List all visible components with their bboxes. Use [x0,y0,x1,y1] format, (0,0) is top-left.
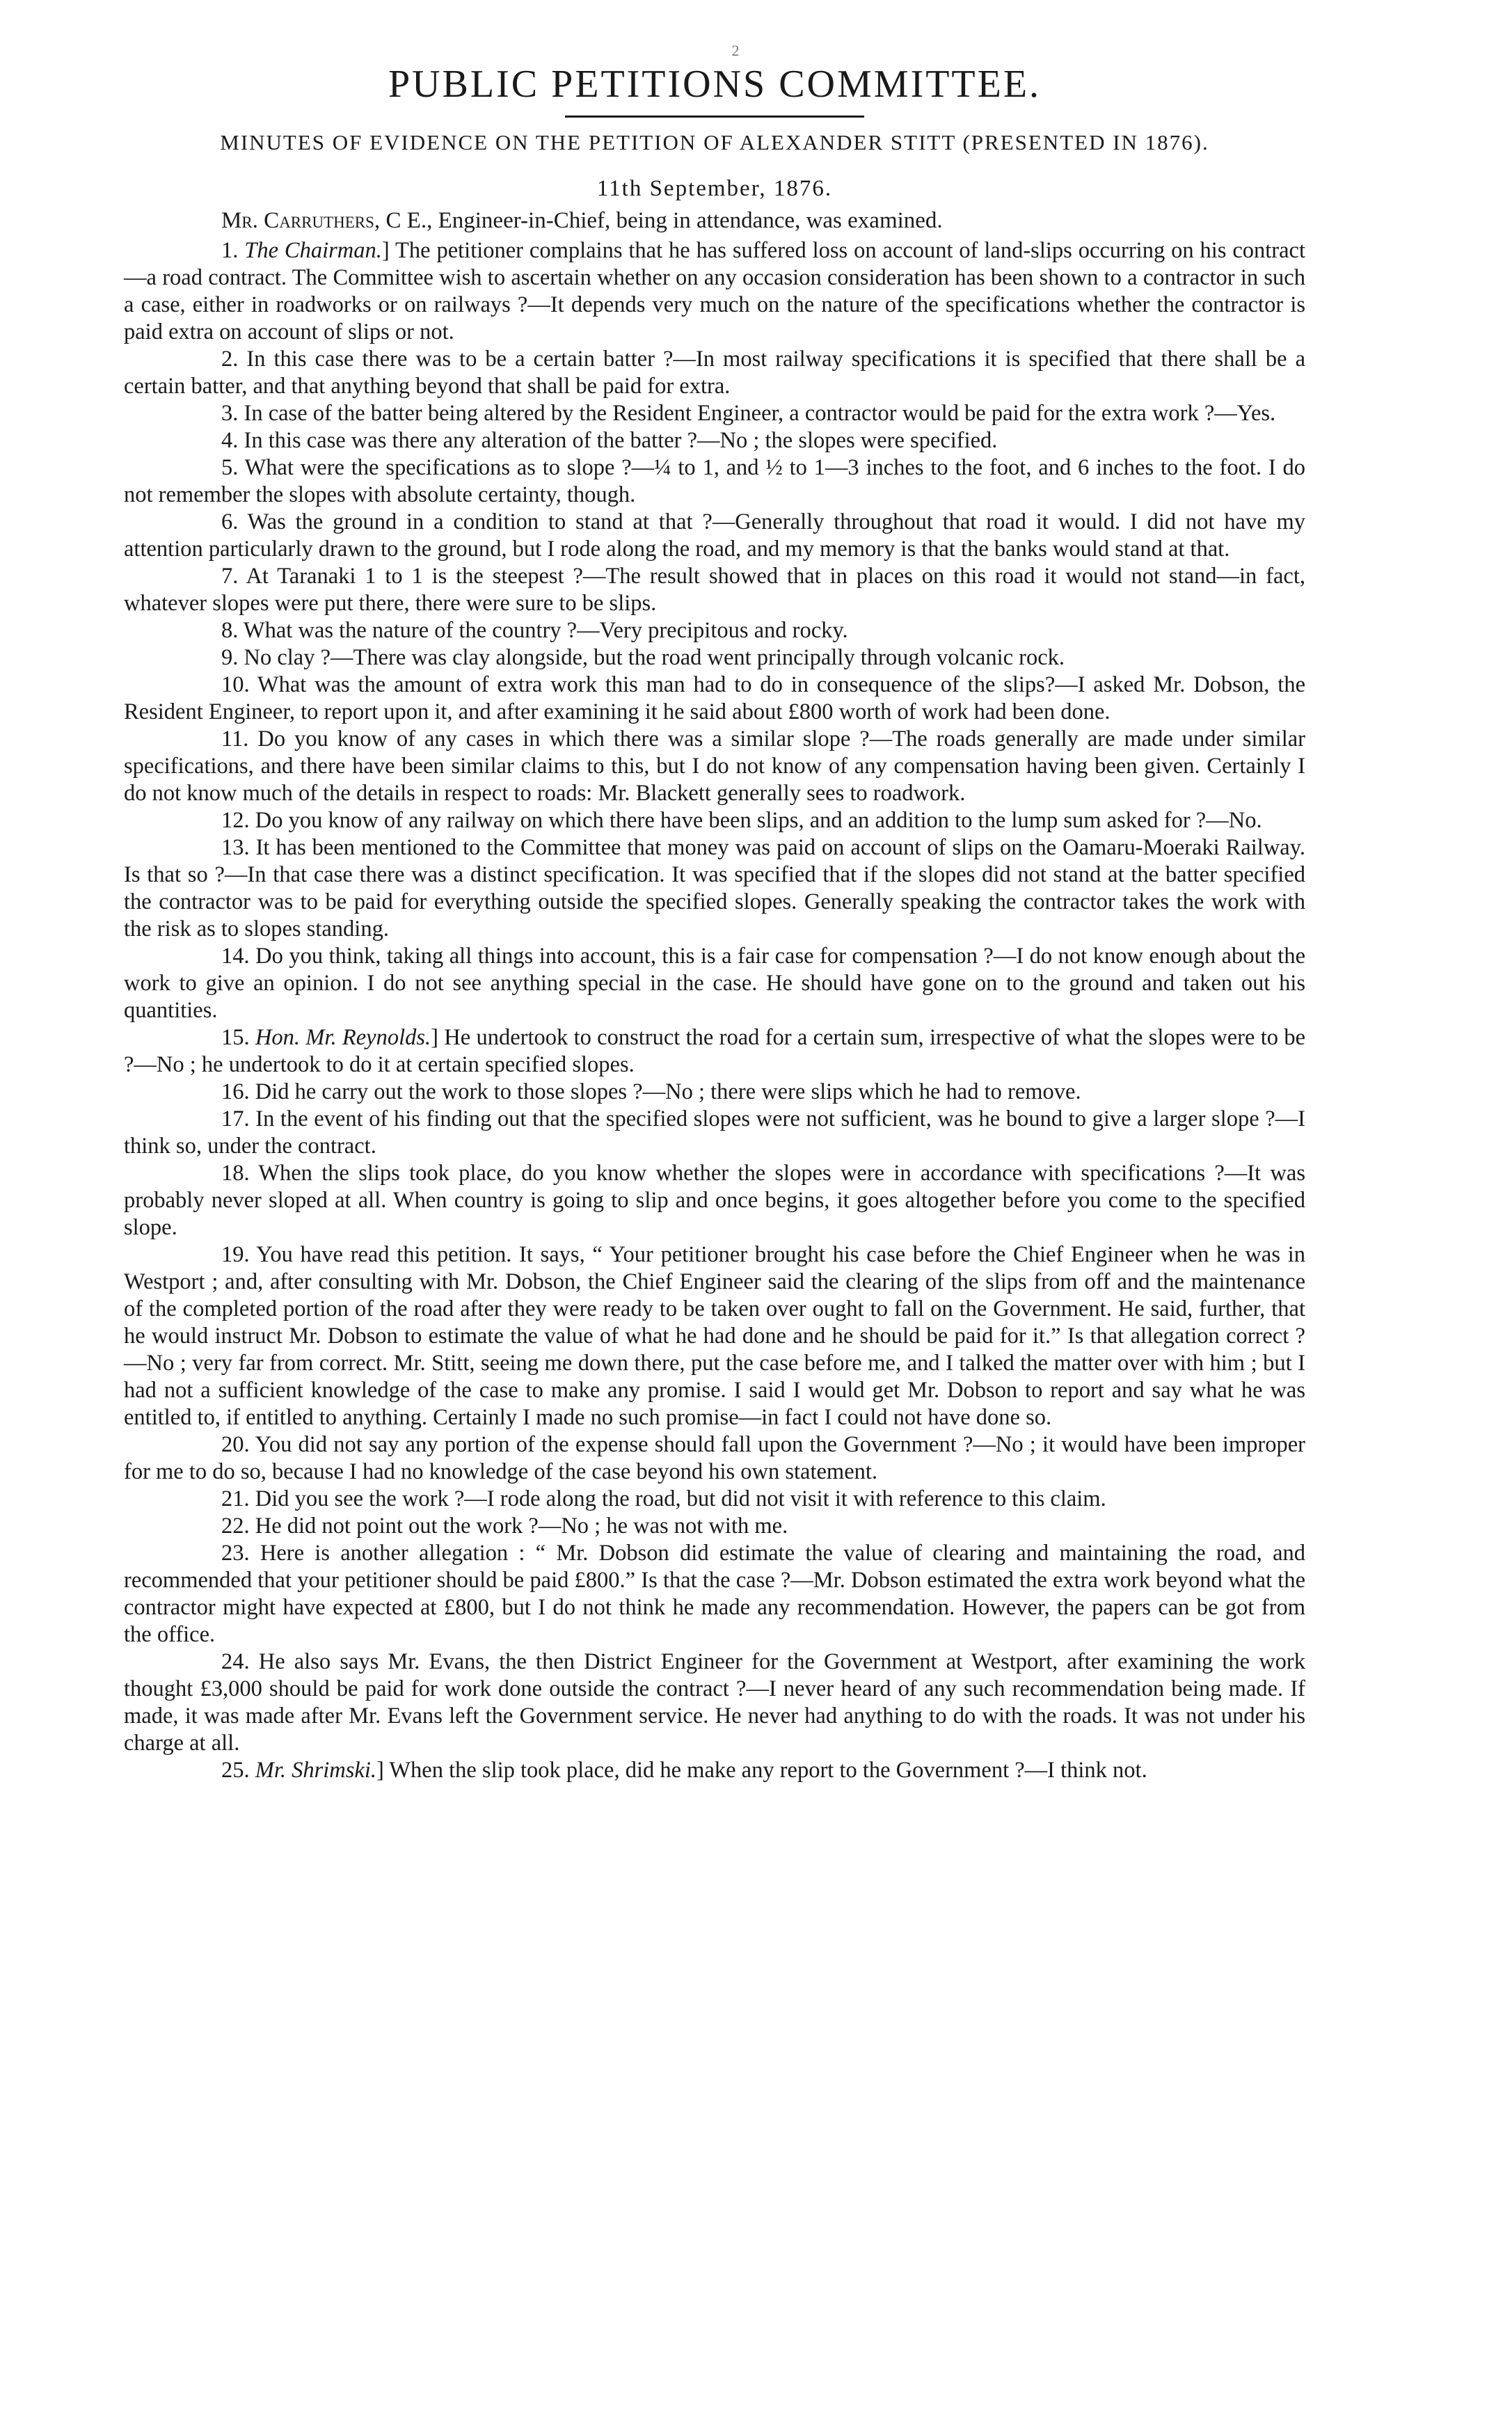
evidence-entry: 25. Mr. Shrimski.] When the slip took place, did he make any report to the Government ?—I think not. [221,1758,1147,1783]
evidence-entry: 21. Did you see the work ?—I rode along the road, but did not visit it with reference to this claim. [221,1486,1106,1511]
evidence-entries [124,237,1305,1784]
evidence-entry: 17. In the event of his finding out that the specified slopes were not sufficient, was he bound to give a larger slope ?—I think so, under the contract. [124,1106,1305,1159]
evidence-entry: 12. Do you know of any railway on which there have been slips, and an addition to the lump sum asked for ?—No. [221,808,1262,833]
page-number: 2 [731,42,740,59]
evidence-entry: 5. What were the specifications as to slope ?—¼ to 1, and ½ to 1—3 inches to the foot, and 6 inches to the foot. I do not remember the slopes with absolute certainty, though. [124,455,1305,507]
evidence-entry: 19. You have read this petition. It says, “ Your petitioner brought his case before the Chief Engineer when he was in Westport ; and, after consulting with Mr. Dobson, the Chief Engineer said the clearing of the slips from off and the maintenance of the completed portion of the road after they were ready to be taken over ought to fall on the Government. He said, further, that he would instruct Mr. Dobson to estimate the value of what he had done and he should be paid for it.” Is that allegation correct ?—No ; very far from correct. Mr. Stitt, seeing me down there, put the case before me, and I talked the matter over with him ; but I had not a sufficient knowledge of the case to make any promise. I said I would get Mr. Dobson to report and say what he was entitled to, if entitled to anything. Certainly I made no such promise—in fact I could not have done so. [124,1242,1305,1430]
evidence-entry: 24. He also says Mr. Evans, the then District Engineer for the Government at Westport, after examining the work thought £3,000 should be paid for work done outside the contract ?—I never heard of any such recommendation being made. If made, it was made after Mr. Evans left the Government service. He never had anything to do with the roads. It was not under his charge at all. [124,1649,1305,1756]
evidence-entry: 11. Do you know of any cases in which there was a similar slope ?—The roads generally are made under similar specifications, and there have been similar claims to this, but I do not know of any compensation having been given. Certainly I do not know much of the details in respect to roads: Mr. Blackett generally sees to roadwork. [124,726,1305,806]
evidence-entry: 22. He did not point out the work ?—No ; he was not with me. [221,1513,788,1539]
evidence-entry: 7. At Taranaki 1 to 1 is the steepest ?—The result showed that in places on this road it would not stand—in fact, whatever slopes were put there, there were sure to be slips. [124,564,1305,616]
title-rule [565,116,864,118]
evidence-entry: 15. Hon. Mr. Reynolds.] He undertook to construct the road for a certain sum, irrespective of what the slopes were to be ?—No ; he undertook to do it at certain specified slopes. [124,1025,1305,1077]
evidence-entry: 10. What was the amount of extra work this man had to do in consequence of the slips?—I asked Mr. Dobson, the Resident Engineer, to report upon it, and after examining it he said about £800 worth of work had been done. [124,672,1305,724]
evidence-entry: 1. The Chairman.] The petitioner complains that he has suffered loss on account of land-slips occurring on his contract—a road contract. The Committee wish to ascertain whether on any occasion consideration has been shown to a contractor in such a case, either in roadworks or on railways ?—It depends very much on the nature of the specifications whether the contractor is paid extra on account of slips or not. [124,238,1306,344]
speaker-name: Mr. Shrimski. [255,1758,376,1783]
evidence-entry: 20. You did not say any portion of the expense should fall upon the Government ?—No ; it would have been improper for me to do so, because I had no knowledge of the case beyond his own statement. [124,1432,1305,1484]
speaker-name: Hon. Mr. Reynolds. [255,1025,431,1050]
attendance-text: C E., Engineer-in-Chief, being in attendance, was examined. [380,208,943,233]
evidence-entry: 9. No clay ?—There was clay alongside, but the road went principally through volcanic rock. [221,645,1065,670]
attendance-line [124,207,1305,235]
page-title: PUBLIC PETITIONS COMMITTEE. [388,63,1042,106]
evidence-entry: 8. What was the nature of the country ?—Very precipitous and rocky. [221,618,848,643]
document-page [124,42,1305,1784]
evidence-entry: 18. When the slips took place, do you know whether the slopes were in accordance with specifications ?—It was probably never sloped at all. When country is going to slip and once begins, it goes altogether before you come to the specified slope. [124,1161,1305,1240]
evidence-entry: 3. In case of the batter being altered by the Resident Engineer, a contractor would be paid for the extra work ?—Yes. [221,401,1276,426]
evidence-entry: 2. In this case there was to be a certain batter ?—In most railway specifications it is specified that there shall be a certain batter, and that anything beyond that shall be paid for extra. [124,347,1305,399]
hearing-date: 11th September, 1876. [596,176,833,201]
evidence-entry: 23. Here is another allegation : “ Mr. Dobson did estimate the value of clearing and maintaining the road, and recommended that your petitioner should be paid £800.” Is that the case ?—Mr. Dobson estimated the extra work beyond what the contractor might have expected at £800, but I do not think he made any recommendation. However, the papers can be got from the office. [124,1541,1305,1647]
witness-name: Mr. Carruthers, [221,208,381,233]
evidence-entry: 14. Do you think, taking all things into account, this is a fair case for compensation ?—I do not know enough about the work to give an opinion. I do not see anything special in the case. He should have gone on to the ground and taken out his quantities. [124,944,1305,1023]
evidence-entry: 6. Was the ground in a condition to stand at that ?—Generally throughout that road it would. I did not have my attention particularly drawn to the ground, but I rode along the road, and my memory is that the banks would stand at that. [124,509,1305,562]
evidence-entry: 16. Did he carry out the work to those slopes ?—No ; there were slips which he had to remove. [221,1079,1081,1104]
evidence-entry: 13. It has been mentioned to the Committee that money was paid on account of slips on the Oamaru-Moeraki Railway. Is that so ?—In that case there was a distinct specification. It was specified that if the slopes did not stand at the batter specified the contractor was to be paid for everything outside the specified slopes. Generally speaking the contractor takes the work with the risk as to slopes standing. [124,835,1305,941]
document-subtitle: MINUTES OF EVIDENCE ON THE PETITION OF ALEXANDER STITT (PRESENTED IN 1876). [220,130,1209,154]
speaker-name: The Chairman. [244,238,382,263]
evidence-entry: 4. In this case was there any alteration of the batter ?—No ; the slopes were specified. [221,428,998,453]
